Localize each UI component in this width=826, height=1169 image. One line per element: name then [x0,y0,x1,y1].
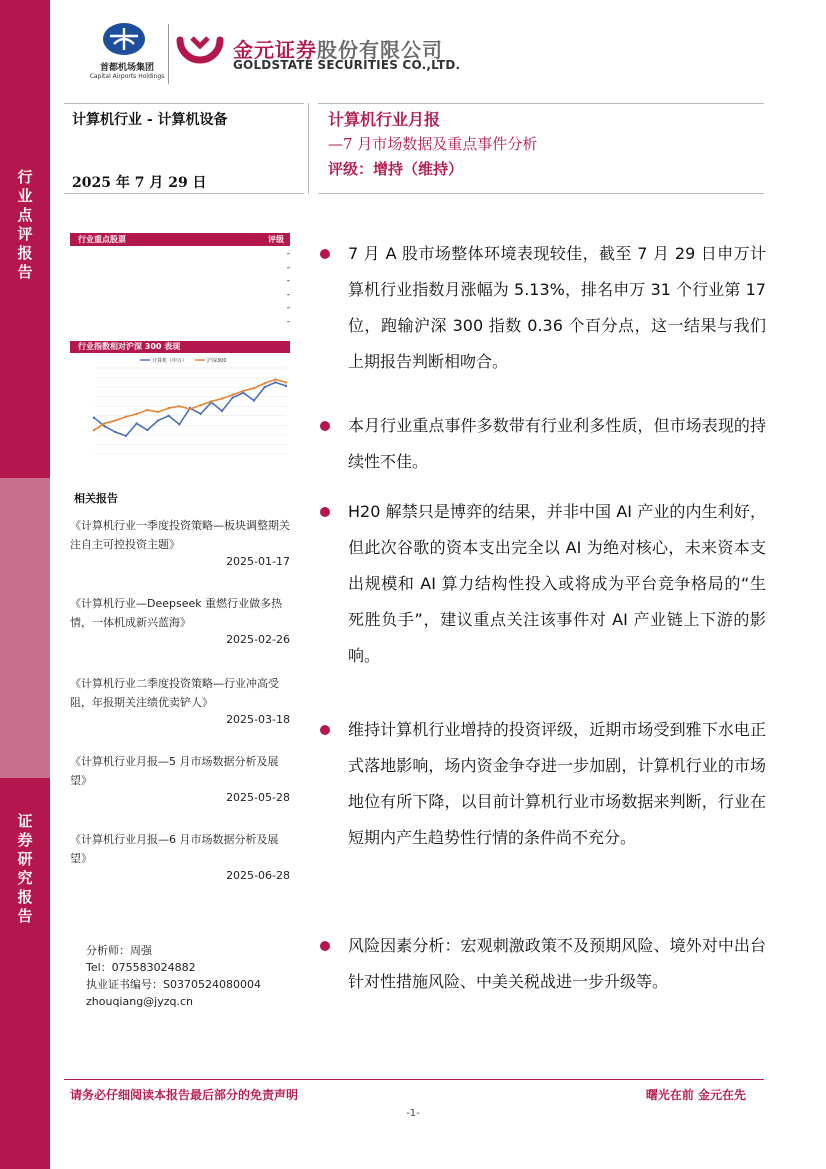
series-point [221,397,223,399]
series-point [253,387,255,389]
related-report-date: 2025-05-28 [226,791,290,804]
title-area [318,103,764,194]
series-point [263,382,265,384]
series-point [93,429,95,431]
chart-title: 行业指数相对沪深 300 表现 [70,341,290,353]
analyst-email[interactable]: zhouqiang@jyzq.cn [86,995,194,1008]
series-point [125,416,127,418]
logo-divider [168,24,169,84]
report-date: 2025 年 7 月 29 日 [72,175,207,191]
stock-row: - [286,249,290,259]
title-divider [308,103,309,194]
related-report-title: 《计算机行业月报—5 月市场数据分析及展望》 [70,755,279,787]
legend-label-hs300: 沪深300 [207,358,227,364]
chart-grid [94,368,286,454]
related-report-title: 《计算机行业月报—6 月市场数据分析及展望》 [70,833,279,865]
stock-row: - [286,262,290,273]
bullet-dot-icon [320,421,330,431]
related-report-title: 《计算机行业二季度投资策略—行业冲高受阻，年报期关注绩优卖铲人》 [70,677,279,709]
series-point [114,431,116,433]
industry-box [64,103,304,194]
series-point [125,435,127,437]
disclaimer-note: 请务必仔细阅读本报告最后部分的免责声明 [70,1088,299,1102]
related-report-item[interactable] [70,516,292,570]
bullet-dot-icon [320,941,330,951]
capital-airports-logo [88,22,168,86]
related-report-date: 2025-02-26 [226,633,290,646]
series-point [93,416,95,418]
series-point [253,399,255,401]
series-point [135,413,137,415]
summary-bullet [318,494,766,674]
footer-rule [64,1079,764,1080]
page-number: -1- [406,1108,420,1119]
related-reports-title: 相关报告 [74,492,118,505]
industry-review-label: 行 业 点 评 报 告 [17,168,33,281]
related-report-date: 2025-01-17 [226,555,290,568]
company-slogan: 曙光在前 金元在先 [645,1088,746,1102]
series-point [199,404,201,406]
series-point [221,410,223,412]
series-point [178,423,180,425]
series-point [167,415,169,417]
analyst-tel: Tel：07558302488​2 [86,961,196,974]
stocks-table-rows [266,248,290,329]
report-title: 计算机行业月报 [328,110,441,129]
analyst-name: 分析师：周强 [86,944,152,957]
bullet-text: 7 月 A 股市场整体环境表现较佳，截至 7 月 29 日申万计算机行业指数月涨幅为 5.13%，排名申万 31 个行业第 17 位，跑输沪深 300 指数 0.36 个百分点，这一结果与我们上期报告判断相吻合。 [348,244,766,371]
series-point [231,394,233,396]
bullet-dot-icon [320,249,330,259]
summary-bullet [318,928,766,1000]
analyst-cert: 执业证书编号：S0370524080004 [86,978,261,991]
goldstate-logo-icon [174,30,226,76]
summary-bullet [318,408,766,480]
series-point [210,400,212,402]
series-point [231,396,233,398]
related-report-date: 2025-03-18 [226,713,290,726]
bullet-text: 风险因素分析：宏观刺激政策不及预期风险、境外对中出台针对性措施风险、中美关税战进一步升级等。 [348,936,766,991]
capital-airports-name-cn: 首都机场集团 [99,63,154,73]
stocks-header-label: 行业重点股票 [78,235,126,244]
stock-row: - [286,276,290,286]
series-point [242,390,244,392]
series-point [285,381,287,383]
related-report-item[interactable] [70,830,292,884]
series-point [157,419,159,421]
capital-airports-name-en: Capital Airports Holdings [89,73,165,80]
series-point [157,411,159,413]
capital-airports-emblem-icon [102,22,146,56]
bullet-text: 维持计算机行业增持的投资评级，近期市场受到雅下水电正式落地影响，场内资金争夺进一步加剧，计算机行业的市场地位有所下降，以目前计算机行业市场数据来判断，行业在短期内产生趋势性行情的条件尚不充分。 [348,720,766,847]
report-subtitle: —7 月市场数据及重点事件分析 [328,135,538,153]
related-report-title: 《计算机行业一季度投资策略—板块调整期关注自主可控投资主题》 [70,519,290,551]
series-point [167,407,169,409]
research-report-label: 证 券 研 究 报 告 [17,812,33,925]
goldstate-name-cn: 金元证券股份有限公司 [233,38,443,62]
series-point [135,422,137,424]
related-report-item[interactable] [70,594,292,648]
report-rating: 评级：增持（维持） [328,160,464,178]
analyst-info [86,942,261,1010]
series-point [103,422,105,424]
related-report-item[interactable] [70,674,292,728]
series-point [146,429,148,431]
series-point [146,409,148,411]
index-relative-chart [70,354,292,476]
stocks-table-header [70,233,290,246]
related-report-item[interactable] [70,752,292,806]
related-report-title: 《计算机行业—Deepseek 重燃行业做多热情，一体机成新兴蓝海》 [70,597,283,629]
series-point [199,413,201,415]
series-point [178,405,180,407]
series-point [274,381,276,383]
summary-bullet [318,236,766,380]
series-point [189,408,191,410]
stocks-rating-header: 评级 [268,235,284,244]
related-report-date: 2025-06-28 [226,869,290,882]
stock-row: - [286,303,290,313]
series-point [285,385,287,387]
goldstate-name-en: GOLDSTATE SECURITIES CO.,LTD. [233,58,461,72]
legend-label-computer: 计算机（申万） [152,358,188,364]
series-point [114,419,116,421]
series-point [263,386,265,388]
series-point [274,378,276,380]
bullet-text: H20 解禁只是博弈的结果，并非中国 AI 产业的内生利好，但此次谷歌的资本支出完全以 AI 为绝对核心，未来资本支出规模和 AI 算力结构性投入或将成为平台竞争格局的“生死胜负手”，建议重点关注该事件对 AI 产业链上下游的影响。 [348,502,766,665]
bullet-dot-icon [320,725,330,735]
side-strip-middle [0,478,50,778]
stock-row: - [286,289,290,300]
bullet-dot-icon [320,507,330,517]
side-strip [0,0,50,1169]
industry-title: 计算机行业 - 计算机设备 [72,112,228,128]
stock-row: - [286,316,290,327]
bullet-text: 本月行业重点事件多数带有行业利多性质，但市场表现的持续性不佳。 [348,416,766,471]
summary-bullet [318,712,766,856]
chart-legend [140,357,227,364]
series-point [103,425,105,427]
